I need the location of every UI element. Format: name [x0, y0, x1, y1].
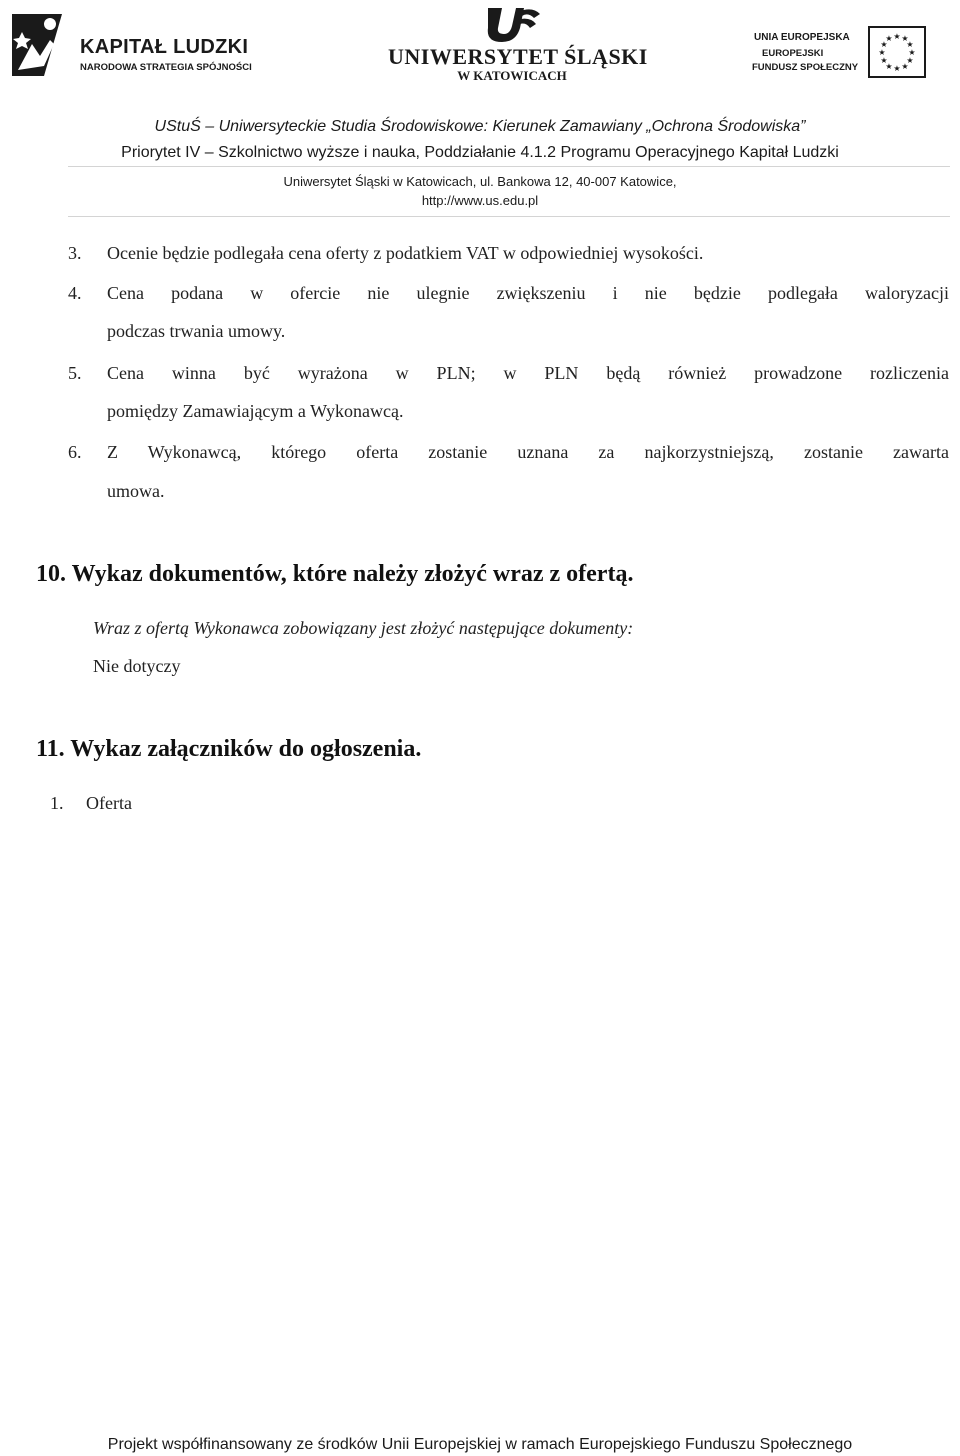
svg-text:★: ★ [901, 34, 909, 43]
header-divider [68, 166, 950, 167]
attachment-label: Oferta [86, 793, 132, 813]
item-text-line: Ocenie będzie podlegała cena oferty z podatkiem VAT w odpowiedniej wysokości. [107, 243, 704, 263]
kapital-ludzki-title: KAPITAŁ LUDZKI [80, 36, 249, 58]
item-number: 4. [68, 283, 82, 303]
priority-line: Priorytet IV – Szkolnictwo wyższe i nauka, Poddziałanie 4.1.2 Programu Operacyjnego Kapitał Ludzki [121, 144, 839, 161]
attachment-number: 1. [50, 793, 64, 813]
svg-text:★: ★ [908, 48, 916, 57]
item-text-line: pomiędzy Zamawiającym a Wykonawcą. [107, 401, 404, 421]
item-number: 3. [68, 243, 82, 263]
footer-funding-note: Projekt współfinansowany ze środków Unii Europejskiej w ramach Europejskiego Funduszu Społecznego [107, 1436, 853, 1453]
svg-text:★: ★ [885, 62, 893, 71]
svg-text:★: ★ [906, 56, 914, 65]
item-text-line: umowa. [107, 481, 165, 501]
svg-text:★: ★ [906, 40, 914, 49]
uniwersytet-slaski-logo [388, 4, 648, 84]
university-name: UNIWERSYTET ŚLĄSKI [388, 44, 648, 69]
svg-text:★: ★ [885, 34, 893, 43]
university-address: Uniwersytet Śląski w Katowicach, ul. Bankowa 12, 40-007 Katowice, [283, 174, 677, 189]
university-emblem-icon [482, 4, 542, 44]
kapital-ludzki-logo [10, 10, 260, 80]
kapital-ludzki-subtitle: NARODOWA STRATEGIA SPÓJNOŚCI [80, 62, 252, 73]
eu-line2: EUROPEJSKI [762, 48, 824, 59]
section-10-heading: 10. Wykaz dokumentów, które należy złożyć wraz z ofertą. [36, 561, 634, 587]
item-text-line: podczas trwania umowy. [107, 321, 286, 341]
university-url: http://www.us.edu.pl [421, 193, 539, 208]
svg-text:★: ★ [893, 32, 901, 41]
svg-text:★: ★ [878, 48, 886, 57]
svg-text:★: ★ [901, 62, 909, 71]
project-title: UStuŚ – Uniwersyteckie Studia Środowiskowe: Kierunek Zamawiany „Ochrona Środowiska” [154, 118, 806, 135]
item-text-line: Cena podana w ofercie nie ulegnie zwiększeniu i nie będzie podlegała waloryzacji [107, 283, 949, 303]
item-text-line: Cena winna być wyrażona w PLN; w PLN będą również prowadzone rozliczenia [107, 363, 949, 383]
item-number: 6. [68, 442, 82, 462]
kapital-ludzki-emblem-icon [10, 10, 72, 80]
svg-text:★: ★ [880, 40, 888, 49]
eu-flag-icon [868, 26, 926, 78]
section-10-value: Nie dotyczy [93, 656, 181, 676]
section-11-heading: 11. Wykaz załączników do ogłoszenia. [36, 736, 422, 762]
eu-line3: FUNDUSZ SPOŁECZNY [752, 62, 859, 73]
item-number: 5. [68, 363, 82, 383]
eu-line1: UNIA EUROPEJSKA [754, 32, 850, 43]
section-10-intro: Wraz z ofertą Wykonawca zobowiązany jest złożyć następujące dokumenty: [93, 618, 634, 638]
header-divider-bottom [68, 216, 950, 217]
svg-text:★: ★ [880, 56, 888, 65]
university-city: W KATOWICACH [457, 68, 567, 83]
item-text-line: Z Wykonawcą, którego oferta zostanie uznana za najkorzystniejszą, zostanie zawarta [107, 442, 949, 462]
eu-logo [740, 24, 952, 84]
svg-text:★: ★ [893, 64, 901, 73]
